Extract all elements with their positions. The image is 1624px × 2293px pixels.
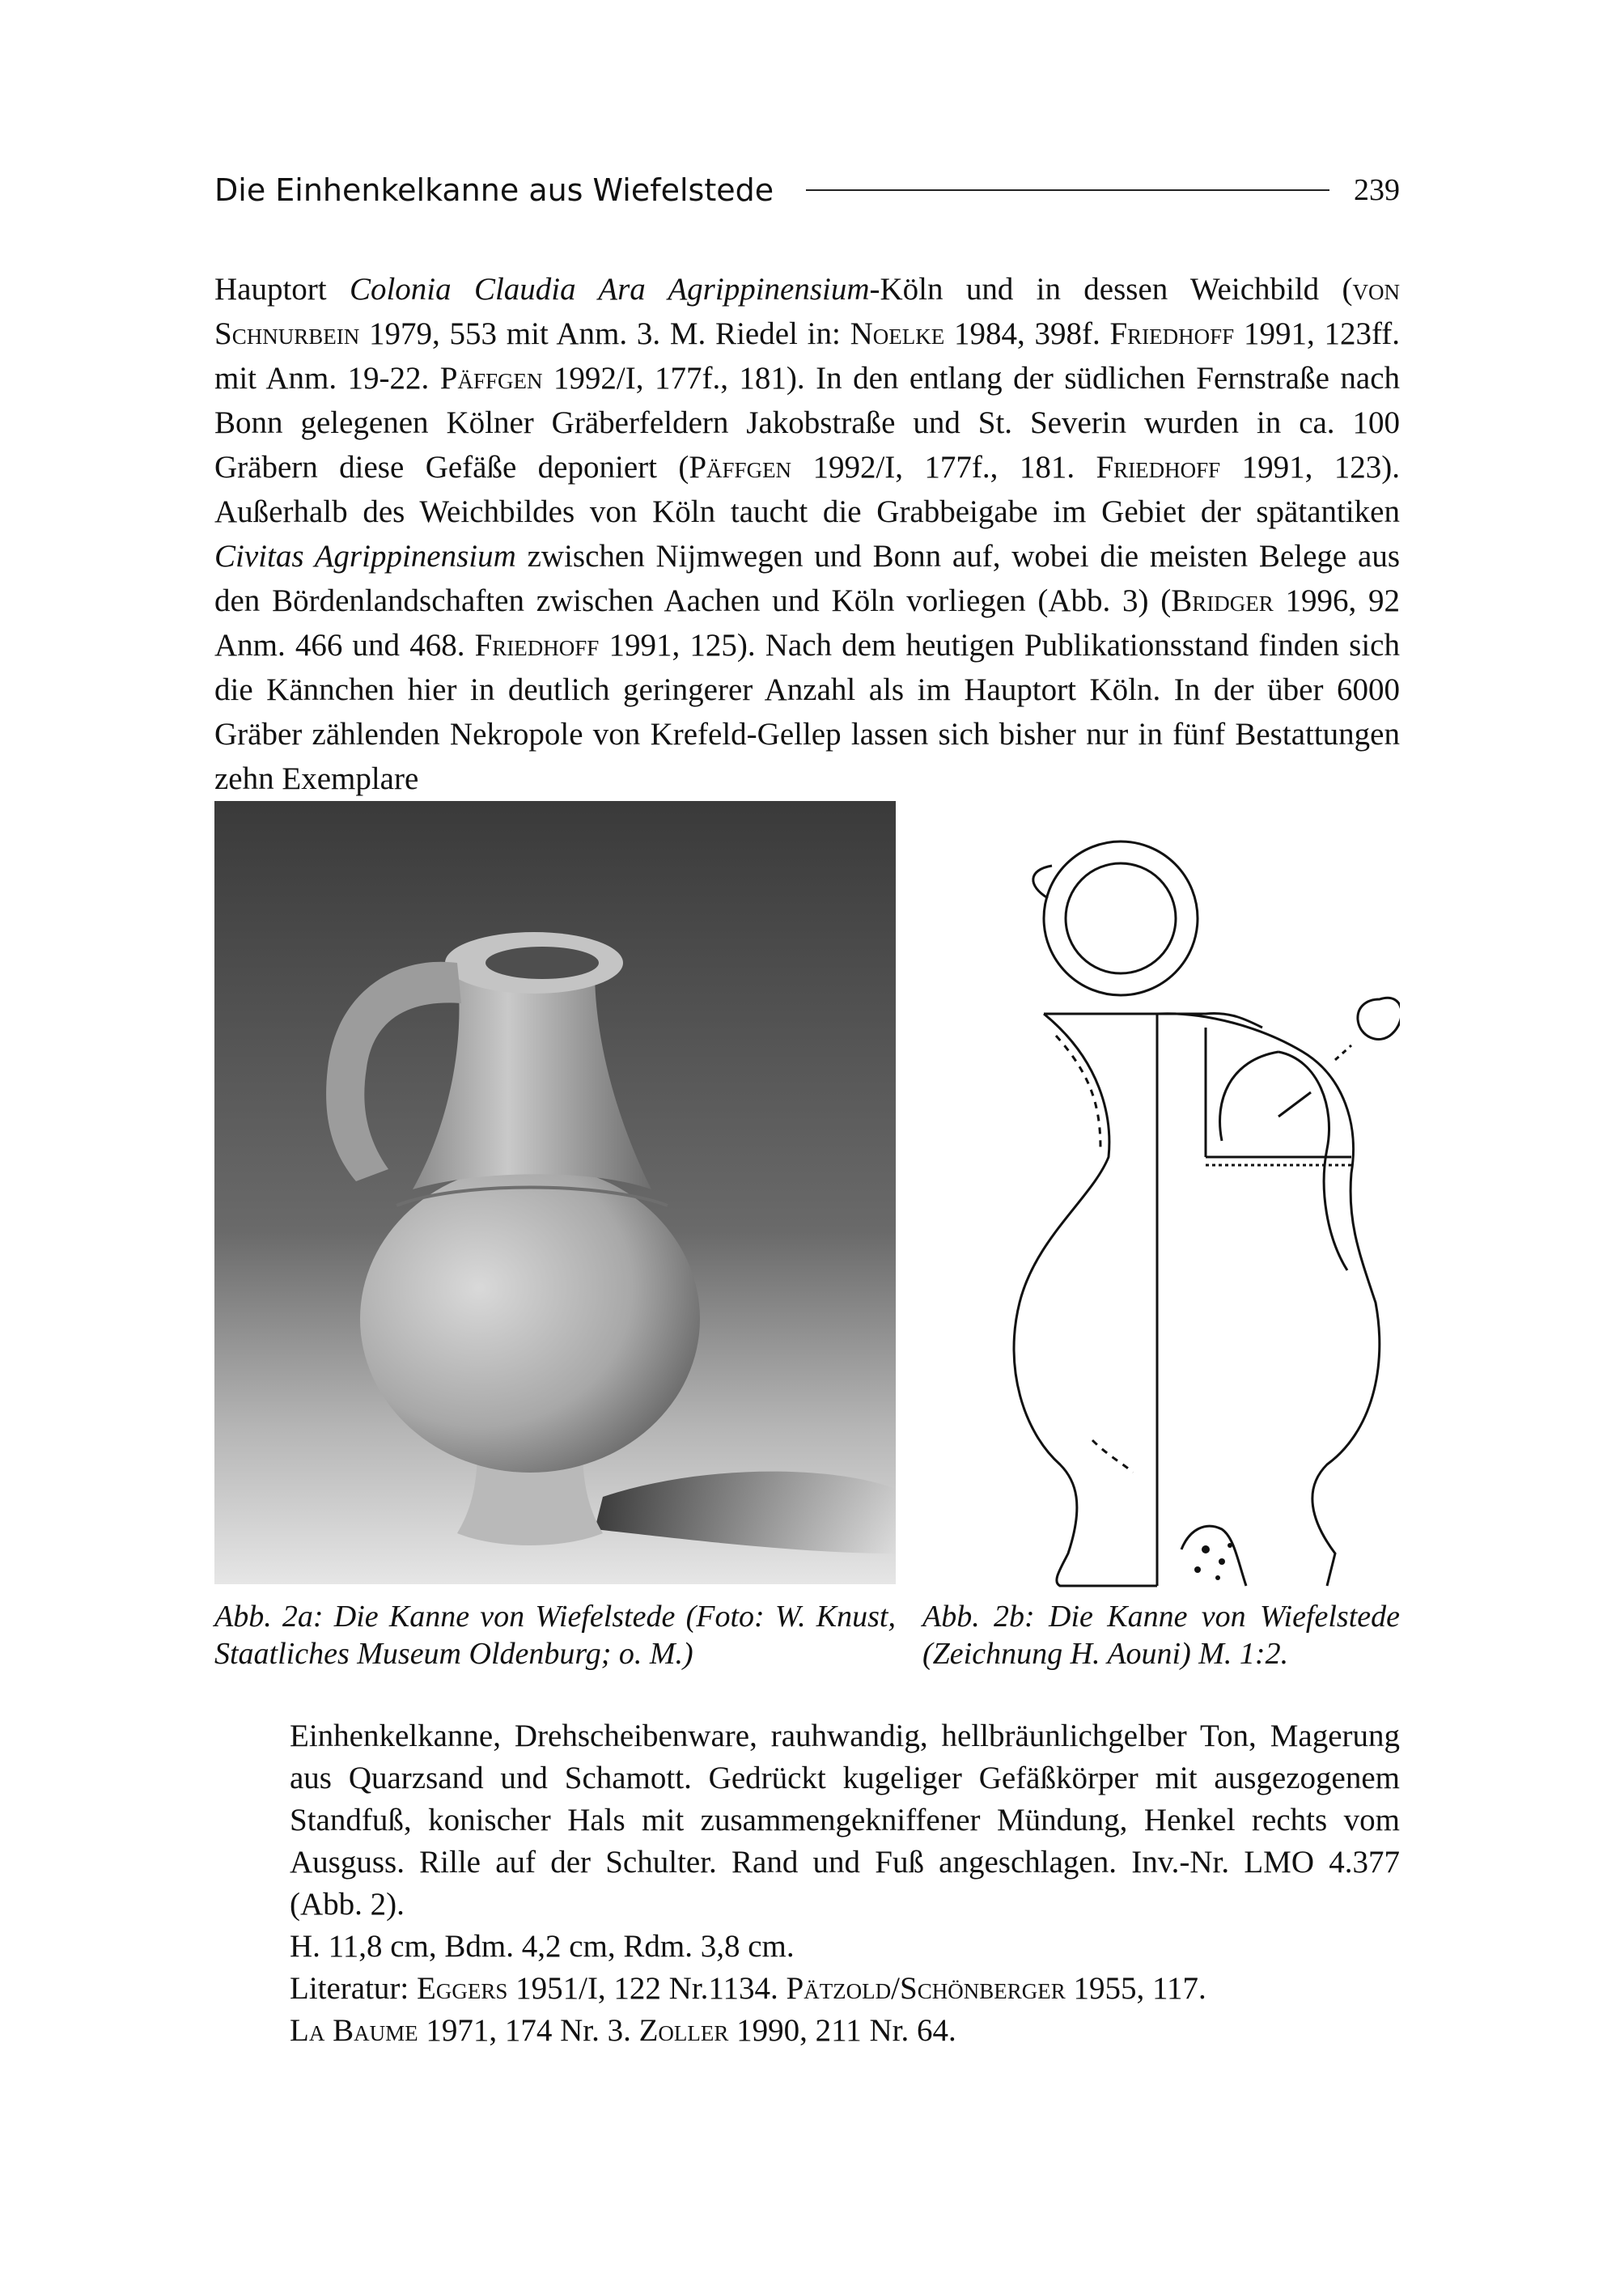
body-text: 1991, 125). Nach dem heutigen Publikationsstand finden sich die Kännchen hier in deutlich geringerer Anzahl als im Hauptort Köln. In der über 6000 Gräber zählenden Nekropole von Krefeld-Gellep lassen sich bisher nur in fünf Bestattungen zehn Exemplare bbox=[214, 628, 1400, 796]
catalog-entry bbox=[290, 1715, 1400, 2052]
jug-photograph bbox=[214, 801, 896, 1584]
header-rule bbox=[806, 189, 1329, 191]
place-name: Civitas Agrippinensium bbox=[214, 539, 516, 574]
body-text: 1991, 123ff. mit Anm. 19-22. bbox=[214, 316, 1400, 396]
author-name: Friedhoff bbox=[474, 628, 600, 663]
body-text: -Köln und in dessen Weichbild ( bbox=[869, 272, 1353, 307]
jug-drawing bbox=[939, 817, 1400, 1594]
author-name: Päffgen bbox=[689, 450, 792, 485]
body-text: 1979, 553 mit Anm. 3. M. Riedel in: bbox=[359, 316, 850, 351]
author-name: Zoller bbox=[638, 2013, 729, 2048]
catalog-measurements: H. 11,8 cm, Bdm. 4,2 cm, Rdm. 3,8 cm. bbox=[290, 1929, 795, 1964]
literature-text: 1971, 174 Nr. 3. bbox=[418, 2013, 639, 2048]
author-name: Noelke bbox=[850, 316, 945, 351]
body-text: zwischen Nijmwegen und Bonn auf, wobei die meisten Belege aus den Bördenlandschaften zwischen Aachen und Köln vorliegen (Abb. 3) ( bbox=[214, 539, 1400, 618]
body-text: 1984, 398f. bbox=[944, 316, 1110, 351]
author-name: Friedhoff bbox=[1109, 316, 1235, 351]
author-name: Päffgen bbox=[439, 361, 543, 396]
body-text: 1992/I, 177f., 181). In den entlang der südlichen Fernstraße nach Bonn gelegenen Kölner Gräberfeldern Jakobstraße und St. Severin wurden in ca. 100 Gräbern diese Gefäße deponiert ( bbox=[214, 361, 1400, 485]
body-paragraph bbox=[214, 267, 1400, 801]
author-name: Bridger bbox=[1171, 583, 1274, 618]
figure-caption-2b: Abb. 2b: Die Kanne von Wiefelstede (Zeichnung H. Aouni) M. 1:2. bbox=[922, 1600, 1400, 1671]
figure-caption-2a: Abb. 2a: Die Kanne von Wiefelstede (Foto: W. Knust, Staatliches Museum Oldenburg; o. M.) bbox=[214, 1600, 896, 1671]
body-text: 1992/I, 177f., 181. bbox=[791, 450, 1096, 485]
catalog-description: Einhenkelkanne, Drehscheibenware, rauhwandig, hellbräunlichgelber Ton, Magerung aus Quarzsand und Schamott. Gedrückt kugeliger Gefäßkörper mit ausgezogenem Standfuß, konischer Hals mit zusammengekniffener Mündung, Henkel rechts vom Ausguss. Rille auf der Schulter. Rand und Fuß angeschlagen. Inv.-Nr. LMO 4.377 (Abb. 2). bbox=[290, 1719, 1400, 1922]
literature-text: 1955, 117. bbox=[1065, 1971, 1206, 2006]
body-text: Hauptort bbox=[214, 272, 350, 307]
literature-text: 1990, 211 Nr. 64. bbox=[728, 2013, 956, 2048]
author-name: Friedhoff bbox=[1096, 450, 1221, 485]
author-name: von Schnurbein bbox=[214, 272, 1400, 351]
author-name: La Baume bbox=[290, 2013, 418, 2048]
author-name: Pätzold/Schönberger bbox=[786, 1971, 1066, 2006]
author-name: Eggers bbox=[417, 1971, 508, 2006]
place-name: Colonia Claudia Ara Agrippinensium bbox=[349, 272, 870, 307]
literature-text: 1951/I, 122 Nr.1134. bbox=[507, 1971, 787, 2006]
jug-photo-image bbox=[214, 801, 896, 1584]
running-head-title: Die Einhenkelkanne aus Wiefelstede bbox=[214, 172, 774, 208]
body-text: 1991, 123). Außerhalb des Weichbildes von Köln taucht die Grabbeigabe im Gebiet der spätantiken bbox=[214, 450, 1400, 529]
running-head bbox=[214, 166, 1400, 214]
page-number: 239 bbox=[1354, 173, 1400, 207]
jug-drawing-image bbox=[939, 817, 1400, 1594]
body-text: 1996, 92 Anm. 466 und 468. bbox=[214, 583, 1400, 663]
catalog-literature bbox=[290, 1968, 1400, 2052]
literature-label: Literatur: bbox=[290, 1971, 418, 2006]
